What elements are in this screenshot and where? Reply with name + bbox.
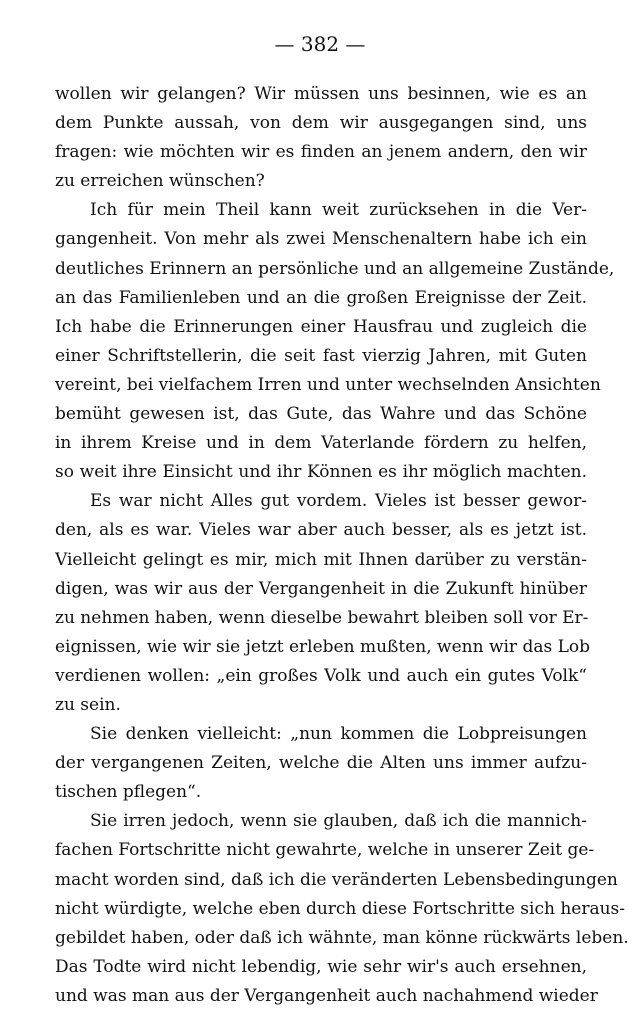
text-line: zu erreichen wünschen? (55, 171, 265, 192)
text-line: einer Schriftstellerin, die seit fast vierzig Jahren, mit Guten (55, 345, 587, 366)
text-line: macht worden sind, daß ich die veränderten Lebensbedingungen (55, 869, 618, 890)
text-line: verdienen wollen: „ein großes Volk und auch ein gutes Volk“ (55, 665, 587, 686)
text-line: so weit ihre Einsicht und ihr Können es ihr möglich machten. (55, 462, 587, 483)
text-line: digen, was wir aus der Vergangenheit in die Zukunft hinüber (55, 578, 587, 599)
text-line: Ich habe die Erinnerungen einer Hausfrau und zugleich die (55, 316, 587, 337)
page-body-text (55, 80, 629, 1011)
text-line: fachen Fortschritte nicht gewahrte, welche in unserer Zeit ge- (55, 840, 595, 861)
text-line: Es war nicht Alles gut vordem. Vieles ist besser gewor- (90, 491, 587, 512)
text-line: Sie denken vielleicht: „nun kommen die Lobpreisungen (90, 724, 587, 745)
text-line: den, als es war. Vieles war aber auch besser, als es jetzt ist. (55, 520, 587, 541)
text-line: der vergangenen Zeiten, welche die Alten uns immer aufzu- (55, 753, 587, 774)
text-line: fragen: wie möchten wir es finden an jenem andern, den wir (55, 142, 587, 163)
text-line: eignissen, wie wir sie jetzt erleben mußten, wenn wir das Lob (55, 636, 591, 657)
text-line: tischen pflegen“. (55, 782, 202, 803)
text-line: und was man aus der Vergangenheit auch nachahmend wieder (55, 985, 598, 1006)
text-line: dem Punkte aussah, von dem wir ausgegangen sind, uns (55, 113, 587, 134)
text-line: zu sein. (55, 694, 121, 715)
text-line: nicht würdigte, welche eben durch diese Fortschritte sich heraus- (55, 898, 626, 919)
page-number: — 382 — (274, 32, 366, 56)
text-line: an das Familienleben und an die großen Ereignisse der Zeit. (55, 287, 587, 308)
text-line: wollen wir gelangen? Wir müssen uns besinnen, wie es an (55, 84, 587, 104)
text-line: gebildet haben, oder daß ich wähnte, man könne rückwärts leben. (55, 927, 629, 948)
text-line: vereint, bei vielfachem Irren und unter wechselnden Ansichten (55, 374, 601, 395)
text-line: Ich für mein Theil kann weit zurücksehen in die Ver- (90, 200, 587, 221)
text-line: bemüht gewesen ist, das Gute, das Wahre und das Schöne (55, 404, 587, 425)
text-line: zu nehmen haben, wenn dieselbe bewahrt bleiben soll vor Er- (55, 607, 589, 628)
text-line: deutliches Erinnern an persönliche und an allgemeine Zustände, (55, 258, 615, 279)
text-line: in ihrem Kreise und in dem Vaterlande fördern zu helfen, (55, 433, 587, 454)
text-line: Das Todte wird nicht lebendig, wie sehr wir's auch ersehnen, (55, 956, 587, 977)
text-line: gangenheit. Von mehr als zwei Menschenaltern habe ich ein (55, 229, 587, 250)
text-line: Sie irren jedoch, wenn sie glauben, daß ich die mannich- (90, 811, 587, 832)
text-line: Vielleicht gelingt es mir, mich mit Ihnen darüber zu verstän- (55, 549, 587, 570)
